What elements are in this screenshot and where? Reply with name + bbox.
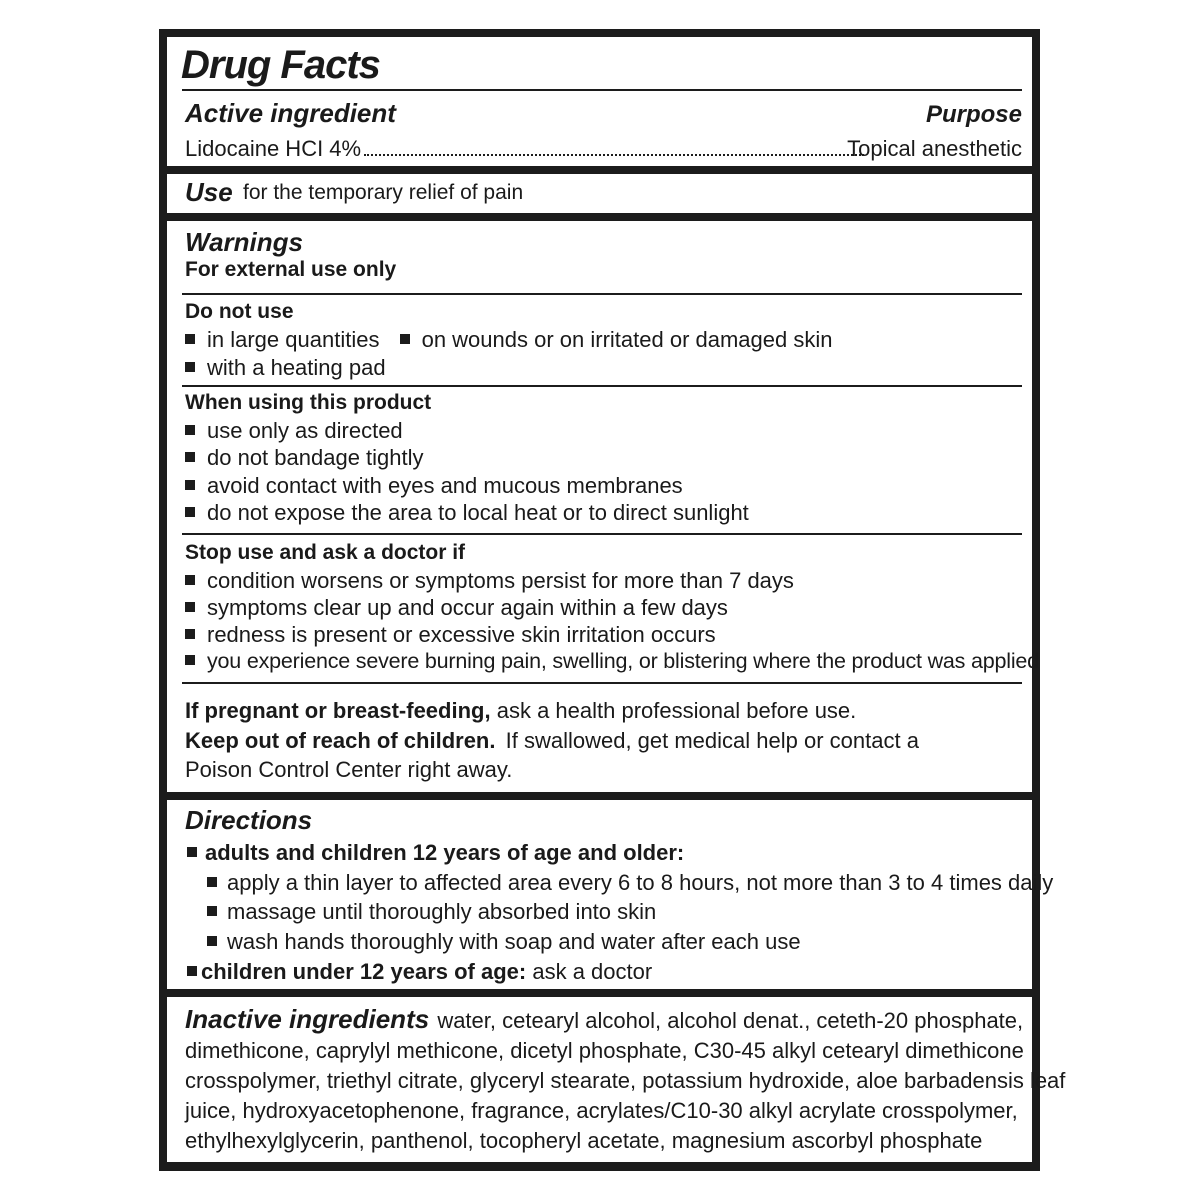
bullet-square-icon: [185, 452, 195, 462]
inactive-line: crosspolymer, triethyl citrate, glyceryl stearate, potassium hydroxide, aloe barbadensis leaf: [185, 1068, 1066, 1093]
bullet-square-icon: [185, 655, 195, 665]
bullet-square-icon: [185, 425, 195, 435]
use-section: [167, 174, 1032, 213]
list-item: wash hands thoroughly with soap and water after each use: [207, 929, 801, 955]
bullet-square-icon: [185, 334, 195, 344]
bullet-square-icon: [185, 629, 195, 639]
bullet-square-icon: [185, 480, 195, 490]
list-item: redness is present or excessive skin irritation occurs: [185, 622, 716, 648]
children-warning-continued: Poison Control Center right away.: [185, 757, 513, 782]
bullet-square-icon: [187, 966, 197, 976]
ingredient-purpose: Topical anesthetic: [847, 136, 1022, 161]
warnings-divider-3: [182, 533, 1022, 535]
bullet-square-icon: [185, 575, 195, 585]
list-item: in large quantities on wounds or on irritated or damaged skin: [185, 327, 832, 353]
stop-use-heading: Stop use and ask a doctor if: [185, 541, 466, 564]
directions-section: [167, 800, 1054, 989]
drug-facts-panel: [159, 29, 1066, 1171]
list-item: use only as directed: [185, 418, 403, 444]
list-item: massage until thoroughly absorbed into skin: [207, 899, 656, 925]
list-item: children under 12 years of age: ask a doctor: [187, 959, 652, 985]
inactive-line: ethylhexylglycerin, panthenol, tocopheryl acetate, magnesium ascorbyl phosphate: [185, 1128, 983, 1153]
list-item: avoid contact with eyes and mucous membranes: [185, 473, 683, 499]
use-heading: Use: [185, 177, 233, 207]
list-item: condition worsens or symptoms persist for more than 7 days: [185, 568, 794, 594]
title-divider: [182, 89, 1022, 91]
bullet-square-icon: [187, 847, 197, 857]
do-not-use-heading: Do not use: [185, 300, 294, 323]
purpose-heading: Purpose: [925, 101, 1022, 128]
list-item: adults and children 12 years of age and older:: [187, 840, 684, 866]
list-item: apply a thin layer to affected area every 6 to 8 hours, not more than 3 to 4 times daily: [207, 870, 1053, 896]
inactive-line: juice, hydroxyacetophenone, fragrance, acrylates/C10-30 alkyl acrylate crosspolymer,: [185, 1098, 1018, 1123]
active-ingredient-section: [167, 37, 1032, 166]
drug-facts-title: Drug Facts: [181, 43, 380, 87]
list-item: you experience severe burning pain, swelling, or blistering where the product was applied: [185, 649, 1039, 674]
active-ingredient-heading: Active ingredient: [185, 98, 396, 128]
inactive-heading: Inactive ingredients: [185, 1004, 430, 1034]
use-text: for the temporary relief of pain: [243, 181, 524, 204]
warnings-divider-1: [182, 293, 1022, 295]
children-warning: Keep out of reach of children. If swallowed, get medical help or contact a: [185, 728, 919, 753]
bullet-square-icon: [185, 362, 195, 372]
inactive-line: Inactive ingredients water, cetearyl alcohol, alcohol denat., ceteth-20 phosphate,: [185, 1004, 1024, 1034]
list-item: do not expose the area to local heat or to direct sunlight: [185, 500, 749, 526]
list-item: symptoms clear up and occur again within a few days: [185, 595, 728, 621]
directions-heading: Directions: [185, 805, 313, 835]
warnings-divider-4: [182, 682, 1022, 684]
when-using-heading: When using this product: [185, 391, 432, 414]
list-item: with a heating pad: [185, 355, 386, 381]
bullet-square-icon: [185, 507, 195, 517]
ingredient-name: Lidocaine HCI 4%: [185, 136, 362, 161]
list-item: do not bandage tightly: [185, 445, 424, 471]
pregnancy-warning: If pregnant or breast-feeding, ask a health professional before use.: [185, 698, 857, 723]
dot-leader: [364, 154, 864, 156]
inactive-line: dimethicone, caprylyl methicone, dicetyl phosphate, C30-45 alkyl cetearyl dimethicone: [185, 1038, 1024, 1063]
warnings-heading: Warnings: [185, 227, 303, 257]
warnings-divider-2: [182, 385, 1022, 387]
bullet-square-icon: [207, 936, 217, 946]
bullet-square-icon: [400, 334, 410, 344]
bullet-square-icon: [207, 906, 217, 916]
warnings-section: [167, 221, 1039, 792]
external-use-text: For external use only: [185, 258, 397, 281]
inactive-ingredients-section: [167, 997, 1066, 1162]
bullet-square-icon: [185, 602, 195, 612]
bullet-square-icon: [207, 877, 217, 887]
